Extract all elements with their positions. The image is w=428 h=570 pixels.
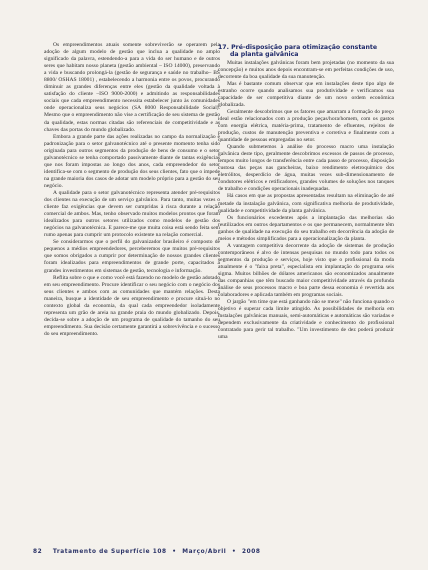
right-paragraph-4: Quando submetemos à análise do processo macro uma instalação galvânica deste tipo, geralmente descobrimos excessos de passos de processo, tempos muito longos de transferência entre cada passo de processo, disposição custosa das peças nas gancheiras, baixo rendimento eletroquímico dos eletrólitos, desperdício de água, muitas vezes sub-dimensionamento de condutores elétricos e retificadores, grandes volumes de soluções nos tanques de trabalho e condições operacionais inadequadas. bbox=[218, 144, 394, 193]
footer-separator-1: • bbox=[172, 549, 177, 555]
right-paragraph-7: A vantagem competitiva decorrente da adoção de sistemas de produção contemporâneos é alvo de intensas pesquisas no mundo todo para todos os segmentos da produção e serviços, hoje visto que o profissional da moda atualmente é o "faixa preta", especialista em implantação do programa seis sigma. Muitos bilhões de dólares americanos são economizados anualmente das companhias que têm buscado maior competitividade através da profunda análise de seus processos macro e boa parte dessa economia é revertida aos colaboradores e aplicada também em programas sociais. bbox=[218, 242, 394, 299]
left-paragraph-4: Se considerarmos que o perfil do galvanizador brasileiro é composto de pequenos a médios empreendedores, perceberemos que muitos pré-requisitos que somos obrigados a cumprir por determinação de nossos grandes clientes foram idealizados para empreendimentos de grande porte, capacitados a grandes investimentos em sistemas de gestão, tecnologia e informação. bbox=[44, 239, 220, 274]
magazine-title: Tratamento de Superfície 108 bbox=[52, 549, 167, 555]
right-paragraph-2: Mas é bastante comum observar que em instalações deste tipo algo de estranho ocorre quando analisamos sua produtividade e verificamos sua capacidade de ser competitiva diante de um novo ordem econômica globalizada. bbox=[218, 80, 394, 108]
right-paragraph-8: O jargão "em time que está ganhando não se mexe" não funciona quando o objetivo é superar cada limite atingido. As possibilidades de melhoria em instalações galvânicas manuais, semi-automáticas e automáticas são variadas e dependem exclusivamente da criatividade e conhecimento do profissional contratado para gerir tal trabalho. "Um investimento de dez poderá produzir uma bbox=[218, 299, 394, 341]
left-paragraph-1: Os empreendimentos atuais somente sobreviverão se operarem pela adoção de algum modelo de gestão que inclua a qualidade no amplo significado da palavra, estendendo-a para a vida do ser humano e de outros seres que habitam nosso planeta (gestão ambiental – ISO 14000), preservando a vida e buscando prolongá-la (gestão de segurança e saúde no trabalho– BS 8800/ OSHAS 18001) , estabelecendo a harmonia entre os povos, procurando diminuir as grandes diferenças entre eles (gestão da qualidade voltada à satisfação do cliente –ISO 9000-2000) e admitindo as responsabilidades sociais que cada empreendimento necessita estabelecer junto às comunidades onde operacionaliza seus negócios (SA 8000 Responsabilidade Social). Mesmo que o empreendimento não vise a certificação de seu sistema de gestão da qualidade, estas normas citadas são referenciais de competitividade e as chaves das portas do mundo globalizado. bbox=[44, 42, 220, 133]
right-paragraph-3: Geralmente descobrimos que os fatores que amarram a formação do preço ideal estão relacionados com a produção peças/hora/homem, com os gastos com energia elétrica, matéria-prima, tratamento de efluentes, rejeitos de produção, custos de manutenção preventiva e corretiva e finalmente com a quantidade de pessoas empregadas no setor. bbox=[218, 108, 394, 144]
section-heading-line2: da planta galvânica bbox=[230, 51, 299, 59]
left-column bbox=[44, 42, 220, 338]
right-paragraph-5: Há casos em que as propostas apresentadas resultam na eliminação de até metade da instalação galvânica, com significativa melhoria de produtividade, qualidade e competitividade da planta galvânica. bbox=[218, 193, 394, 214]
left-paragraph-2: Embora a grande parte das ações realizadas no campo da normalização e padronização para o setor galvanotécnico até o presente momento tenha sido originada para outros segmentos da produção de bens de consumo e o setor galvanotécnico se tenha comportado passivamente diante de tantas exigências que nos foram impostas ao longo dos anos, cada empreendedor do setor identifica-se com o segmento de produção dos seus clientes, fato que o impede na grande maioria dos casos de adotar um modelo próprio para a gestão do seu negócio. bbox=[44, 133, 220, 189]
issue-date: Março/Abril bbox=[182, 549, 227, 555]
issue-year: 2008 bbox=[241, 549, 261, 555]
right-column bbox=[218, 44, 394, 341]
right-paragraph-1: Muitas instalações galvânicas foram bem projetadas (no momento da sua concepção) e muitos anos depois encontram-se em perfeitas condições de uso, decorrente da boa qualidade da sua manutenção. bbox=[218, 59, 394, 80]
section-heading-line1: 17. Pré-disposição para otimização constante bbox=[218, 44, 378, 51]
left-paragraph-3: A qualidade para o setor galvanotécnico representa atender pré-requisitos dos clientes na execução de um serviço galvânico. Para tanto, muitas vezes o cliente faz exigências que devem ser cumpridas à risca durante a relação comercial de ambos. Mas, tenho observado muitos modelos prontos que foram idealizados para outros setores utilizados como modelos de gestão dos negócios na galvanotécnica. E parece-me que muita coisa está sendo feita sem rumo apenas para cumprir um protocolo existente na relação comercial. bbox=[44, 189, 220, 239]
footer-separator-2: • bbox=[232, 549, 237, 555]
left-paragraph-5: Reflita sobre o que e como você está fazendo no modelo de gestão adotado em seu empreendimento. Procure identificar o seu negócio com o negócio dos seus clientes e ambos com as comunidades que mantém relações. Desta maneira, busque a identidade de seu empreendimento e procure situá-lo no contexto global da economia, da qual cada empreendedor isoladamente representa um grão de areia na grande praia do mundo globalizado. Depois, decida-se sobre a adoção de um programa de qualidade do tamanho do seu empreendimento. Sua decisão certamente garantirá a sobrevivência e o sucesso do seu empreendimento. bbox=[44, 274, 220, 337]
page-footer bbox=[33, 549, 264, 555]
right-paragraph-6: Os funcionários excedentes após a implantação das melhorias são reutilizados em outros departamentos e os que permanecem, normalmente têm ganhos de qualidade na execução do seu trabalho em decorrência da adoção de meios e métodos simplificados para a operacionalização da planta. bbox=[218, 214, 394, 242]
section-heading bbox=[218, 44, 394, 59]
page-number: 82 bbox=[33, 549, 43, 555]
